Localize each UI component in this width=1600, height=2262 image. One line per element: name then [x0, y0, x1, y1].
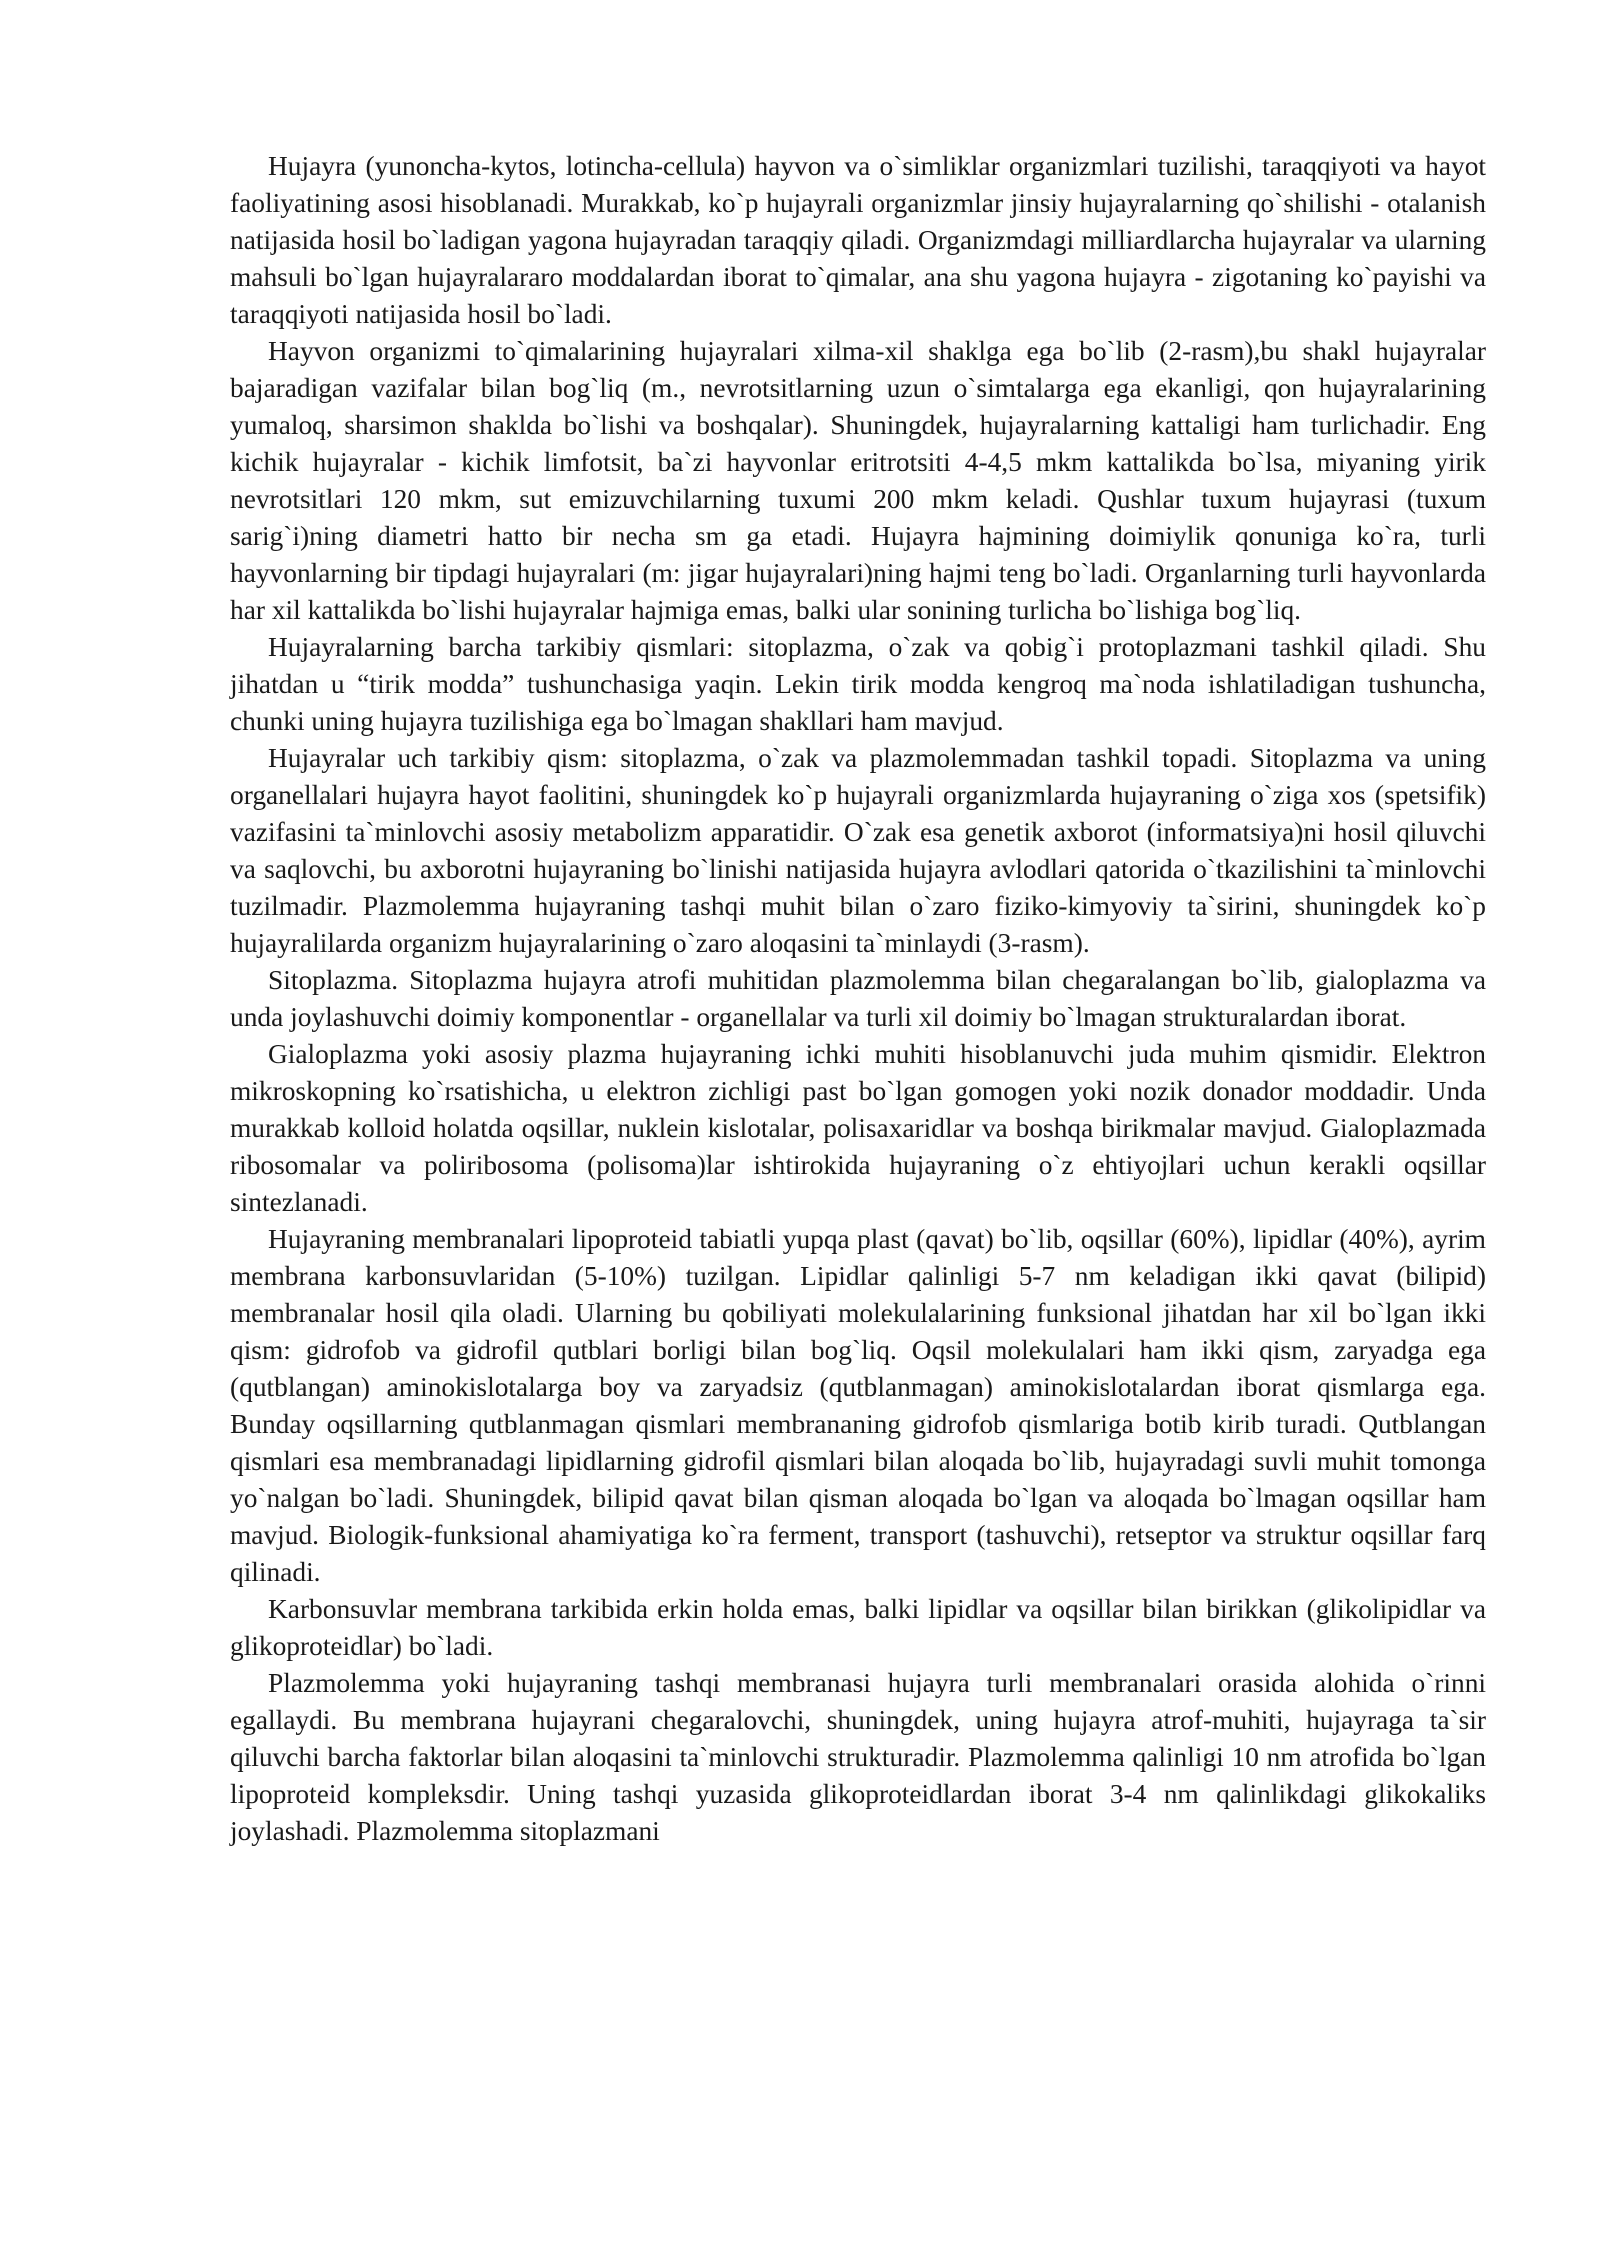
paragraph-2: Hayvon organizmi to`qimalarining hujayralari xilma-xil shaklga ega bo`lib (2-rasm),bu shakl hujayralar bajaradigan vazifalar bilan bog`liq (m., nevrotsitlarning uzun o`simtalarga ega ekanligi, qon hujayralarining yumaloq, sharsimon shaklda bo`lishi va boshqalar). Shuningdek, hujayralarning kattaligi ham turlichadir. Eng kichik hujayralar - kichik limfotsit, ba`zi hayvonlar eritrotsiti 4-4,5 mkm kattalikda bo`lsa, miyaning yirik nevrotsitlari 120 mkm, sut emizuvchilarning tuxumi 200 mkm keladi. Qushlar tuxum hujayrasi (tuxum sarig`i)ning diametri hatto bir necha sm ga etadi. Hujayra hajmining doimiylik qonuniga ko`ra, turli hayvonlarning bir tipdagi hujayralari (m: jigar hujayralari)ning hajmi teng bo`ladi. Organlarning turli hayvonlarda har xil kattalikda bo`lishi hujayralar hajmiga emas, balki ular sonining turlicha bo`lishiga bog`liq.: [230, 336, 1486, 625]
paragraph-4: Hujayralar uch tarkibiy qism: sitoplazma, o`zak va plazmolemmadan tashkil topadi. Sitoplazma va uning organellalari hujayra hayot faolitini, shuningdek ko`p hujayrali organizmlarda hujayraning o`ziga xos (spetsifik) vazifasini ta`minlovchi asosiy metabolizm apparatidir. O`zak esa genetik axborot (informatsiya)ni hosil qiluvchi va saqlovchi, bu axborotni hujayraning bo`linishi natijasida hujayra avlodlari qatorida o`tkazilishini ta`minlovchi tuzilmadir. Plazmolemma hujayraning tashqi muhit bilan o`zaro fiziko-kimyoviy ta`sirini, shuningdek ko`p hujayralilarda organizm hujayralarining o`zaro aloqasini ta`minlaydi (3-rasm).: [230, 743, 1486, 958]
paragraph-5: Sitoplazma. Sitoplazma hujayra atrofi muhitidan plazmolemma bilan chegaralangan bo`lib, gialoplazma va unda joylashuvchi doimiy komponentlar - organellalar va turli xil doimiy bo`lmagan strukturalardan iborat.: [230, 965, 1486, 1032]
paragraph-6: Gialoplazma yoki asosiy plazma hujayraning ichki muhiti hisoblanuvchi juda muhim qismidir. Elektron mikroskopning ko`rsatishicha, u elektron zichligi past bo`lgan gomogen yoki nozik donador moddadir. Unda murakkab kolloid holatda oqsillar, nuklein kislotalar, polisaxaridlar va boshqa birikmalar mavjud. Gialoplazmada ribosomalar va poliribosoma (polisoma)lar ishtirokida hujayraning o`z ehtiyojlari uchun kerakli oqsillar sintezlanadi.: [230, 1039, 1486, 1217]
document-page: [230, 148, 1486, 1850]
paragraph-1: Hujayra (yunoncha-kytos, lotincha-cellula) hayvon va o`simliklar organizmlari tuzilishi, taraqqiyoti va hayot faoliyatining asosi hisoblanadi. Murakkab, ko`p hujayrali organizmlar jinsiy hujayralarning qo`shilishi - otalanish natijasida hosil bo`ladigan yagona hujayradan taraqqiy qiladi. Organizmdagi milliardlarcha hujayralar va ularning mahsuli bo`lgan hujayralararo moddalardan iborat to`qimalar, ana shu yagona hujayra - zigotaning ko`payishi va taraqqiyoti natijasida hosil bo`ladi.: [230, 151, 1486, 329]
paragraph-7: Hujayraning membranalari lipoproteid tabiatli yupqa plast (qavat) bo`lib, oqsillar (60%), lipidlar (40%), ayrim membrana karbonsuvlaridan (5-10%) tuzilgan. Lipidlar qalinligi 5-7 nm keladigan ikki qavat (bilipid) membranalar hosil qila oladi. Ularning bu qobiliyati molekulalarining funksional jihatdan har xil bo`lgan ikki qism: gidrofob va gidrofil qutblari borligi bilan bog`liq. Oqsil molekulalari ham ikki qism, zaryadga ega (qutblangan) aminokislotalarga boy va zaryadsiz (qutblanmagan) aminokislotalardan iborat qismlarga ega. Bunday oqsillarning qutblanmagan qismlari membrananing gidrofob qismlariga botib kirib turadi. Qutblangan qismlari esa membranadagi lipidlarning gidrofil qismlari bilan aloqada bo`lib, hujayradagi suvli muhit tomonga yo`nalgan bo`ladi. Shuningdek, bilipid qavat bilan qisman aloqada bo`lgan va aloqada bo`lmagan oqsillar ham mavjud. Biologik-funksional ahamiyatiga ko`ra ferment, transport (tashuvchi), retseptor va struktur oqsillar farq qilinadi.: [230, 1224, 1486, 1587]
paragraph-3: Hujayralarning barcha tarkibiy qismlari: sitoplazma, o`zak va qobig`i protoplazmani tashkil qiladi. Shu jihatdan u “tirik modda” tushunchasiga yaqin. Lekin tirik modda kengroq ma`noda ishlatiladigan tushuncha, chunki uning hujayra tuzilishiga ega bo`lmagan shakllari ham mavjud.: [230, 632, 1486, 736]
paragraph-9: Plazmolemma yoki hujayraning tashqi membranasi hujayra turli membranalari orasida alohida o`rinni egallaydi. Bu membrana hujayrani chegaralovchi, shuningdek, uning hujayra atrof-muhiti, hujayraga ta`sir qiluvchi barcha faktorlar bilan aloqasini ta`minlovchi strukturadir. Plazmolemma qalinligi 10 nm atrofida bo`lgan lipoproteid kompleksdir. Uning tashqi yuzasida glikoproteidlardan iborat 3-4 nm qalinlikdagi glikokaliks joylashadi. Plazmolemma sitoplazmani: [230, 1668, 1486, 1846]
paragraph-8: Karbonsuvlar membrana tarkibida erkin holda emas, balki lipidlar va oqsillar bilan birikkan (glikolipidlar va glikoproteidlar) bo`ladi.: [230, 1594, 1486, 1661]
